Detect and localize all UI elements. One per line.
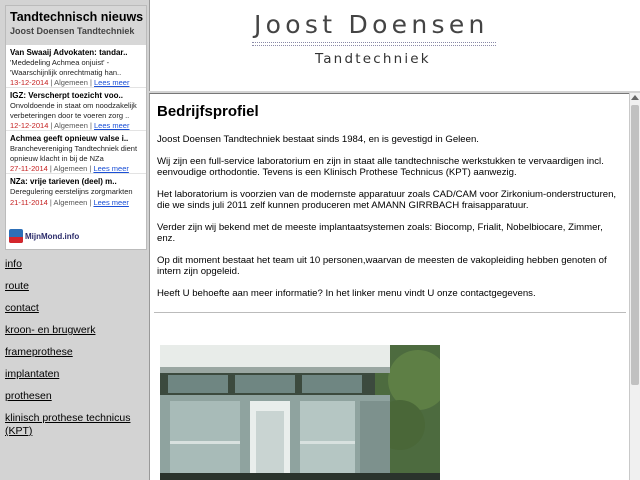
news-item-category: Algemeen [54, 121, 88, 130]
menu-link-contact[interactable]: contact [5, 302, 39, 314]
news-item-text: Branchevereniging Tandtechniek dient opnieuw klacht in bij de NZa [10, 144, 138, 163]
news-item-title[interactable]: Van Swaaij Advokaten: tandar.. [10, 48, 128, 57]
news-meta-separator: | [49, 164, 52, 173]
news-item-text: 'Mededeling Achmea onjuist' - 'Waarschijnlijk onrechtmatig han.. [10, 58, 122, 77]
logo-subtitle: Tandtechniek [315, 51, 431, 67]
news-item-date: 21-11-2014 [10, 198, 48, 207]
menu-link-route[interactable]: route [5, 280, 29, 292]
news-item-category: Algemeen [53, 164, 88, 173]
news-meta-separator: | [89, 164, 92, 173]
content-paragraph: Het laboratorium is voorzien van de modernste apparatuur zoals CAD/CAM voor Zirkonium-onderstructuren, die we sinds juli 2011 zelf kunnen produceren met AMANN GIRRBACH fraisapparatuur. [157, 188, 617, 211]
news-read-more-link[interactable]: Lees meer [94, 78, 130, 87]
news-item-meta [10, 77, 142, 88]
mijnmond-link[interactable] [9, 227, 79, 245]
news-item-text: Deregulering eerstelijns zorgmarkten [10, 187, 133, 196]
news-read-more-link[interactable]: Lees meer [94, 121, 130, 130]
news-item-text: Onvoldoende in staat om noodzakelijk verbeteringen door te voeren zorg .. [10, 101, 137, 120]
scroll-up-arrow-icon[interactable] [631, 95, 639, 100]
page-title: Bedrijfsprofiel [157, 103, 259, 120]
site-header [149, 0, 640, 91]
content-paragraph: Heeft U behoefte aan meer informatie? In het linker menu vindt U onze contactgegevens. [157, 287, 536, 299]
menu-link-info[interactable]: info [5, 258, 22, 270]
news-item [6, 131, 146, 174]
news-item-title[interactable]: NZa: vrije tarieven (deel) m.. [10, 177, 117, 186]
main-menu [5, 258, 147, 447]
logo-dotted-rule [252, 42, 496, 46]
news-item-date: 12-12-2014 [10, 121, 49, 130]
news-meta-separator: | [50, 121, 53, 130]
news-item-category: Algemeen [53, 198, 88, 207]
building-photo-image [160, 345, 440, 480]
menu-link-kpt[interactable]: klinisch prothese technicus (KPT) [5, 412, 131, 437]
news-item [6, 45, 146, 88]
content-scrollbar[interactable] [629, 93, 640, 480]
news-item-category: Algemeen [54, 78, 88, 87]
content-paragraph: Op dit moment bestaat het team uit 10 personen,waarvan de meesten de vakopleiding hebben genoten of intern zijn opgeleid. [157, 254, 607, 277]
news-meta-separator: | [49, 198, 52, 207]
news-item-date: 27-11-2014 [10, 164, 48, 173]
news-widget-title: Tandtechnisch nieuws [10, 10, 144, 24]
mijnmond-label: MijnMond.info [25, 231, 80, 241]
news-meta-separator: | [89, 198, 92, 207]
news-read-more-link[interactable]: Lees meer [93, 164, 129, 173]
news-meta-separator: | [50, 78, 53, 87]
menu-link-prothesen[interactable]: prothesen [5, 390, 52, 402]
news-widget [5, 5, 147, 250]
content-paragraph: Joost Doensen Tandtechniek bestaat sinds 1984, en is gevestigd in Geleen. [157, 134, 479, 145]
news-widget-header [6, 6, 146, 45]
content-divider [154, 312, 626, 313]
news-item-date: 13-12-2014 [10, 78, 49, 87]
news-item-meta [10, 197, 142, 208]
main-content [149, 93, 629, 480]
news-item-meta [10, 163, 142, 174]
news-item [6, 174, 146, 208]
menu-link-kroon-en-brugwerk[interactable]: kroon- en brugwerk [5, 324, 96, 336]
menu-link-implantaten[interactable]: implantaten [5, 368, 60, 380]
building-photo [160, 345, 440, 480]
news-item-meta [10, 120, 142, 131]
news-meta-separator: | [89, 78, 92, 87]
menu-link-frameprothese[interactable]: frameprothese [5, 346, 73, 358]
news-read-more-link[interactable]: Lees meer [93, 198, 129, 207]
news-widget-subtitle: Joost Doensen Tandtechniek [10, 26, 135, 36]
logo-name: Joost Doensen [254, 10, 489, 39]
news-item [6, 88, 146, 131]
news-meta-separator: | [89, 121, 92, 130]
mijnmond-logo-icon [9, 229, 23, 243]
content-paragraph: Verder zijn wij bekend met de meeste implantaatsystemen zoals: Biocomp, Frialit, Nobelbiocare, Zimmer, enz. [157, 221, 603, 244]
sidebar [0, 0, 149, 480]
news-item-title[interactable]: Achmea geeft opnieuw valse i.. [10, 134, 129, 143]
scrollbar-thumb[interactable] [631, 105, 639, 385]
content-paragraph: Wij zijn een full-service laboratorium en zijn in staat alle tandtechnische werkstukken te vervaardigen incl. eenvoudige orthodontie. Tevens is een Klinisch Prothese Technicus (KPT) aanwezig. [157, 155, 604, 178]
news-item-title[interactable]: IGZ: Verscherpt toezicht voo.. [10, 91, 123, 100]
